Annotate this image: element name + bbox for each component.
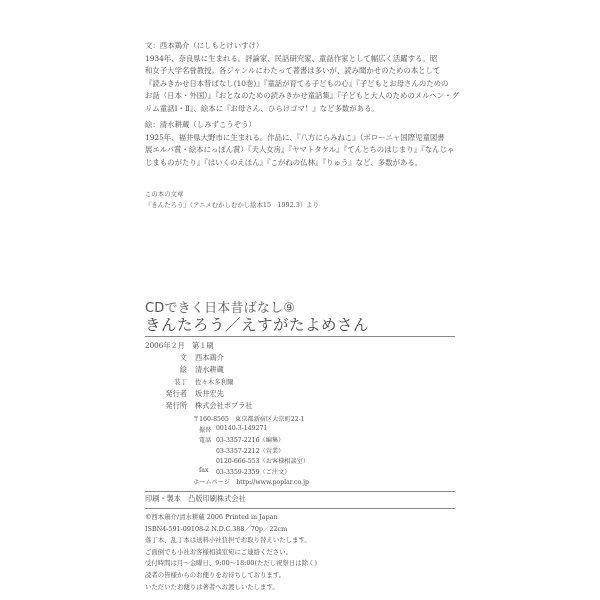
notice-line: いただいたお便りは著者へお渡しいたします。 <box>145 582 279 591</box>
author-bio-line: 『読みきかせ日本昔ばなし(10巻)』『童話が育てる子どもの心』『子どもとお母さんのための <box>145 78 449 88</box>
source-note <box>145 189 460 211</box>
author-bio-line: 1934年、奈良県に生まれる。評論家、民話研究家、童話作家として幅広く活躍する。昭 <box>145 53 438 63</box>
illustrator-bio-line: 展エルバ賞・絵本にっぽん賞）『天人女房』『ヤマトタケル』『てんとちのはじまり』『なんじゃ <box>145 145 455 154</box>
credit-label: 発行所 <box>165 401 187 410</box>
author-bio-line: お話（日本・外国）』『おとなのための読みきかせ童話集』『子どもと大人のためのメルヘン・グ <box>145 91 460 100</box>
publisher-address: 〒160-8565 東京都新宿区大京町22-1 <box>193 416 305 423</box>
notice-line: ご面倒でも小社お客様相談室宛にご連絡ください。 <box>145 547 292 556</box>
edition: 2006年２月 第１刷 <box>145 341 214 350</box>
copyright-rule <box>145 508 455 509</box>
credit-publisher-person <box>145 389 224 399</box>
source-text: 『きんたろう』（アニメむかしむかし絵本15 1992.3）より <box>145 201 319 209</box>
book-title: きんたろう／えすがたよめさん <box>145 316 370 334</box>
illustrator-bio-line: 1925年、福井県大野市に生まれる。作品に、『八方にらみねこ』（ボローニャ国際児童図書 <box>145 132 445 142</box>
author-heading: 文：西本鶏介（にしもとけいすけ） <box>145 41 264 50</box>
series-title: CDできく日本昔ばなし⑨ <box>145 301 296 316</box>
credit-value: 坂井宏先 <box>195 389 224 398</box>
copyright-block <box>145 512 460 593</box>
author-bio <box>145 40 460 115</box>
homepage: ホームページ http://www.poplar.co.jp <box>193 479 309 486</box>
title-rule <box>145 336 455 337</box>
credit-illustrator <box>145 365 224 375</box>
credit-label: 装丁 <box>174 378 187 386</box>
credit-value: 西本鶏介 <box>195 353 224 362</box>
illustrator-heading: 絵：清水耕蔵（しみずこうぞう） <box>145 120 256 129</box>
isbn-line: ISBN4-591-09108-2 N.D.C.388／70p／22cm <box>145 524 288 533</box>
contact-value: 03-3357-2212（営業） <box>216 448 285 455</box>
credit-value: 清水耕蔵 <box>195 365 224 374</box>
credit-label: 文 <box>179 353 187 362</box>
contact-value: 0120-666-553（お客様相談室） <box>216 458 310 465</box>
author-bio-line: リム童話Ⅰ・Ⅱ』、絵本に『お母さん、ひらけゴマ！』など多数がある。 <box>145 103 379 113</box>
credit-publisher <box>145 401 253 411</box>
author-bio-line: 和女子大学名誉教授。各ジャンルにわたって著書は多いが、読み聞かせのための本として <box>145 66 441 75</box>
credit-value: 佐々木多利爾 <box>195 378 234 386</box>
printer: 印刷・製本 凸版印刷株式会社 <box>145 494 246 503</box>
notice-line: 読者の皆様からのお便りをお待ちしております。 <box>145 570 286 579</box>
contact-label: 振替 <box>199 427 212 434</box>
contact-label: fax <box>199 467 209 474</box>
credit-author <box>145 353 224 363</box>
copyright-line: ©西本鶏介/清水耕蔵 2006 Printed in Japan <box>145 513 278 521</box>
credit-label: 絵 <box>179 365 187 374</box>
contact-value: 00140-3-149271 <box>216 425 268 432</box>
credit-label: 発行者 <box>165 389 187 398</box>
notice-line: 落丁本、乱丁本は送料小社負担でお取り替えいたします。 <box>145 536 311 545</box>
illustrator-bio <box>145 119 460 169</box>
credit-value: 株式会社ポプラ社 <box>195 401 253 410</box>
contact-value: 03-3357-2216（編集） <box>216 437 285 444</box>
illustrator-bio-line: じまものがたり』『はいくのえほん』『こがねの仏林』『りゅう』など、多数がある。 <box>145 157 423 167</box>
source-label: この本の文章 <box>145 190 184 198</box>
contact-label: 電話 <box>199 437 212 444</box>
credit-designer <box>145 377 233 386</box>
printer-rule <box>145 491 455 492</box>
notice-line: 受付時間は月～金曜日、9:00～18:00(ただし祝祭日は除く) <box>145 559 317 568</box>
contact-value: 03-3359-2359（ご注文） <box>216 469 291 476</box>
